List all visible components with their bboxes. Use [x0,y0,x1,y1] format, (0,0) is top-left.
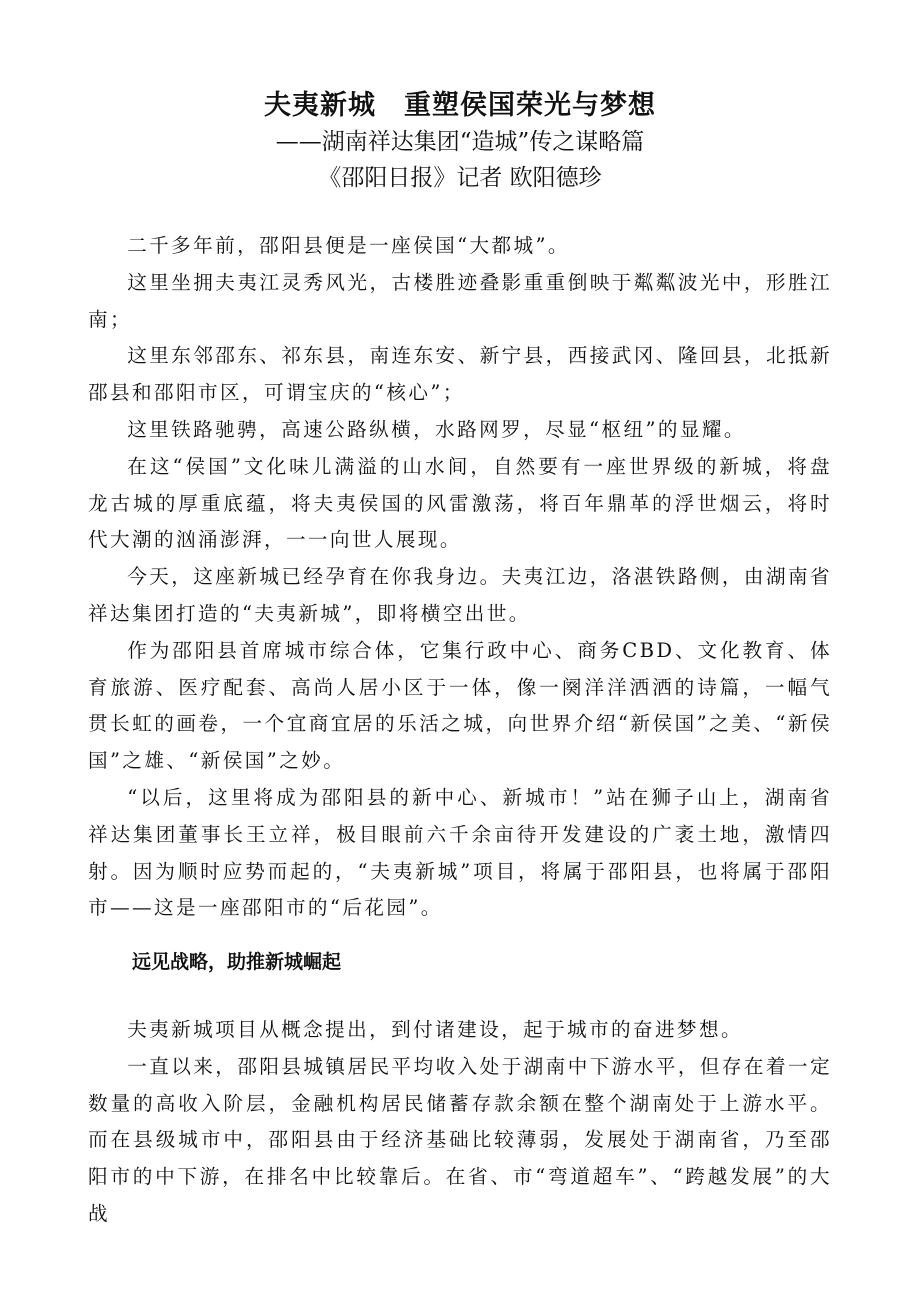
paragraph: 今天，这座新城已经孕育在你我身边。夫夷江边，洛湛铁路侧，由湖南省祥达集团打造的“夫夷新城”，即将横空出世。 [88,565,832,625]
paragraph: 这里铁路驰骋，高速公路纵横，水路网罗，尽显“枢纽”的显耀。 [127,417,746,441]
article-header [0,88,920,196]
article-subtitle: ——湖南祥达集团“造城”传之谋略篇 [275,129,645,155]
paragraph: 作为邵阳县首席城市综合体，它集行政中心、商务CBD、文化教育、体育旅游、医疗配套、高尚人居小区于一体，像一阕洋洋洒洒的诗篇，一幅气贯长虹的画卷，一个宜商宜居的乐活之城，向世界介绍“新侯国”之美、“新侯国”之雄、“新侯国”之妙。 [88,638,832,773]
section-body [88,1012,832,1233]
section-heading: 远见战略，助推新城崛起 [132,951,342,973]
paragraph: 这里东邻邵东、祁东县，南连东安、新宁县，西接武冈、隆回县，北抵新邵县和邵阳市区，可谓宝庆的“核心”； [88,344,832,405]
article-body [88,228,832,927]
paragraph: “以后，这里将成为邵阳县的新中心、新城市！”站在狮子山上，湖南省祥达集团董事长王立祥，极目眼前六千余亩待开发建设的广袤土地，激情四射。因为顺时应势而起的，“夫夷新城”项目，将属于邵阳县，也将属于邵阳市——这是一座邵阳市的“后花园”。 [88,785,832,920]
paragraph: 这里坐拥夫夷江灵秀风光，古楼胜迹叠影重重倒映于粼粼波光中，形胜江南； [88,270,832,331]
paragraph: 夫夷新城项目从概念提出，到付诸建设，起于城市的奋进梦想。 [127,1018,744,1041]
article-byline: 《邵阳日报》记者 欧阳德珍 [318,165,602,191]
article-title: 夫夷新城 重塑侯国荣光与梦想 [264,90,656,121]
paragraph: 一直以来，邵阳县城镇居民平均收入处于湖南中下游水平，但存在着一定数量的高收入阶层，金融机构居民储蓄存款余额在整个湖南处于上游水平。而在县级城市中，邵阳县由于经济基础比较薄弱，发展处于湖南省，乃至邵阳市的中下游，在排名中比较靠后。在省、市“弯道超车”、“跨越发展”的大战 [88,1054,832,1225]
paragraph: 在这“侯国”文化味儿满溢的山水间，自然要有一座世界级的新城，将盘龙古城的厚重底蕴，将夫夷侯国的风雷激荡，将百年鼎革的浮世烟云，将时代大潮的汹涌澎湃，一一向世人展现。 [88,454,832,552]
paragraph: 二千多年前，邵阳县便是一座侯国“大都城”。 [127,234,570,257]
